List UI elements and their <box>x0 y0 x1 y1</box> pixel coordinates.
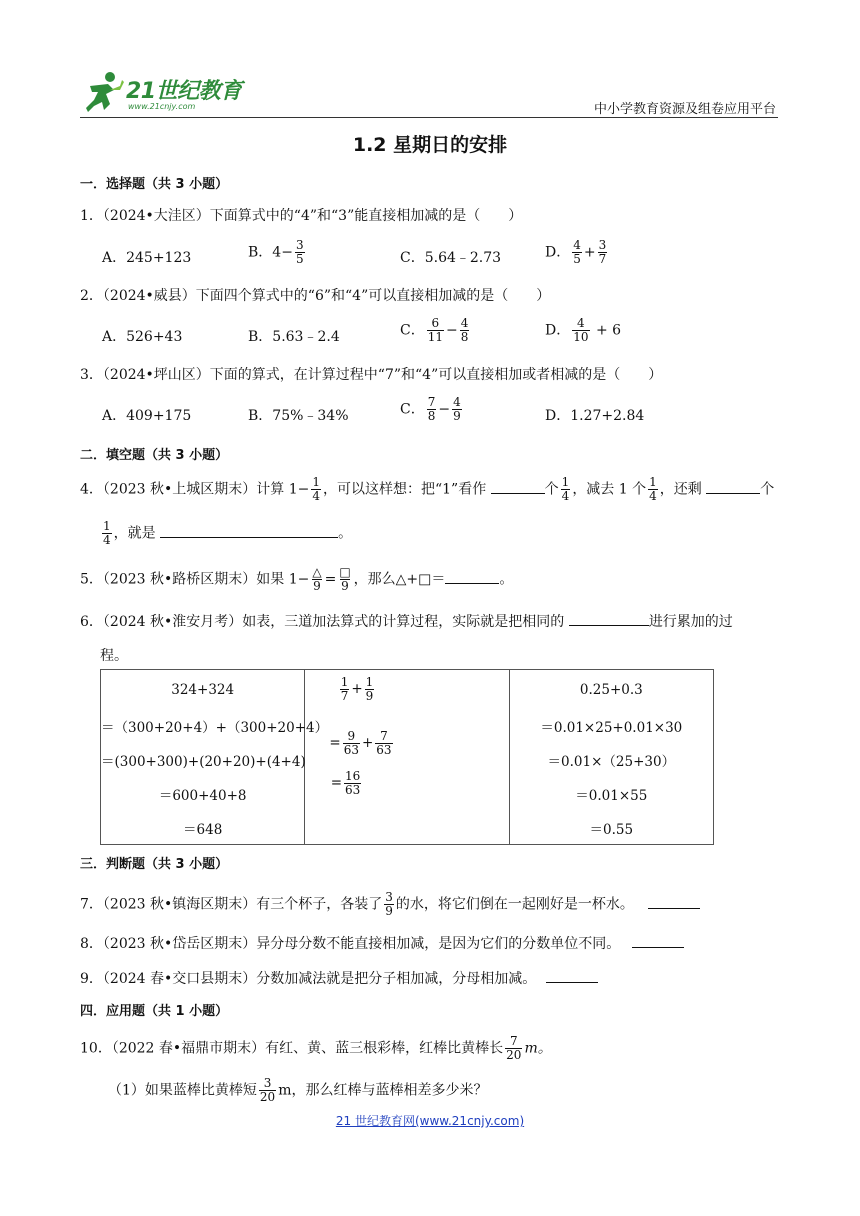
section-heading-application: 四．应用题（共 1 小题） <box>80 1004 229 1019</box>
q2-option-a: A．526+43 <box>102 329 183 345</box>
answer-blank[interactable] <box>546 968 598 983</box>
q3-option-b: B．75%﹣34% <box>248 408 349 424</box>
answer-blank[interactable] <box>445 569 499 584</box>
q1-option-a: A．245+123 <box>102 250 192 266</box>
question-1-stem: 1．（2024•大洼区）下面算式中的“4”和“3”能直接相加减的是（ ） <box>80 208 523 224</box>
q3-option-c: C． $\frac{7}{8}$ − $\frac{4}{9}$ <box>400 395 461 423</box>
q1-option-c: C．5.64﹣2.73 <box>400 250 502 266</box>
question-4-line-2: $\frac{1}{4}$ ，就是 。 <box>103 519 353 547</box>
fraction: $\frac{1}{4}$ <box>103 519 111 547</box>
fraction: $\frac{3}{7}$ <box>598 238 607 266</box>
calc-step: ＝0.01×（25+30） <box>547 754 676 770</box>
page-title: 1.2 星期日的安排 <box>352 134 508 156</box>
fraction: $\frac{1}{4}$ <box>561 475 570 503</box>
header-divider <box>80 117 778 118</box>
answer-blank[interactable] <box>569 611 649 626</box>
site-logo <box>80 70 250 118</box>
answer-blank[interactable] <box>648 894 700 909</box>
q3-option-d: D．1.27+2.84 <box>545 408 645 424</box>
calc-step: ＝0.01×25+0.01×30 <box>540 720 683 736</box>
calc-step: ＝0.55 <box>589 822 634 838</box>
question-7: 7．（2023 秋•镇海区期末）有三个杯子，各装了 $\frac{3}{9}$ 的水，将它们倒在一起刚好是一杯水。 <box>80 891 700 918</box>
fraction: $\frac{7}{8}$ <box>427 395 436 423</box>
question-10-part-1: （1）如果蓝棒比黄棒短 $\frac{3}{20}$ m，那么红棒与蓝棒相差多少米？ <box>108 1076 488 1104</box>
q2-option-c: C． $\frac{6}{11}$ − $\frac{4}{8}$ <box>400 316 469 344</box>
logo-url: www.21cnjy.com <box>128 102 196 111</box>
question-6-line-1: 6．（2024 秋•淮安月考）如表，三道加法算式的计算过程，实际就是把相同的 进行累加的过 <box>80 611 733 631</box>
calc-step: ＝（300+20+4）+（300+20+4） <box>101 720 329 736</box>
question-9: 9．（2024 春•交口县期末）分数加减法就是把分子相加减，分母相加减。 <box>80 968 598 988</box>
fraction: $\frac{3}{20}$ <box>259 1076 276 1104</box>
section-heading-judge: 三．判断题（共 3 小题） <box>80 857 229 872</box>
calculation-table <box>100 669 714 845</box>
calc-step: $\frac{1}{7}$ + $\frac{1}{9}$ <box>340 675 374 703</box>
fraction: $\frac{1}{4}$ <box>312 475 320 503</box>
platform-name: 中小学教育资源及组卷应用平台 <box>593 102 776 117</box>
section-heading-fill: 二．填空题（共 3 小题） <box>80 448 229 463</box>
table-cell-fraction <box>305 670 508 844</box>
fraction: $\frac{3}{5}$ <box>295 238 304 266</box>
calc-step: = $\frac{9}{63}$ + $\frac{7}{63}$ <box>329 729 392 757</box>
question-5: 5．（2023 秋•路桥区期末）如果 1− $\frac{\triangle}{9}$ = $\frac{□}{9}$ ，那么△+□＝ 。 <box>80 565 514 593</box>
question-3-stem: 3．（2024•坪山区）下面的算式，在计算过程中“7”和“4”可以直接相加或者相减的是（ ） <box>80 367 663 383</box>
fraction: $\frac{6}{11}$ <box>427 316 443 344</box>
fraction: $\frac{4}{8}$ <box>460 316 469 344</box>
section-heading-choice: 一．选择题（共 3 小题） <box>80 177 229 192</box>
calc-step: ＝(300+300)+(20+20)+(4+4) <box>101 754 306 770</box>
calc-step: ＝0.01×55 <box>575 788 648 804</box>
fraction: $\frac{4}{9}$ <box>453 395 461 423</box>
fraction: $\frac{3}{9}$ <box>385 890 393 918</box>
fraction: $\frac{4}{5}$ <box>573 238 581 266</box>
calc-step: = $\frac{16}{63}$ <box>330 769 361 797</box>
logo-text: 21世纪教育 <box>126 79 242 104</box>
q2-option-d: D． $\frac{4}{10}$ + 6 <box>545 316 622 344</box>
question-6-line-2: 程。 <box>100 648 128 664</box>
q1-option-d: D． $\frac{4}{5}$ + $\frac{3}{7}$ <box>545 238 607 266</box>
fraction: $\frac{\triangle}{9}$ <box>312 565 322 593</box>
answer-blank[interactable] <box>160 523 338 538</box>
calc-step: ＝648 <box>183 822 223 838</box>
answer-blank[interactable] <box>632 933 684 948</box>
question-4-line-1: 4．（2023 秋•上城区期末）计算 1− $\frac{1}{4}$ ，可以这样想：把“1”看作 个 $\frac{1}{4}$ ，减去 1 个 $\frac{1}{4}$ ，还剩 个 <box>80 475 775 503</box>
fraction: $\frac{7}{20}$ <box>506 1034 522 1062</box>
fraction: $\frac{□}{9}$ <box>339 565 351 593</box>
answer-blank[interactable] <box>491 479 545 494</box>
q3-option-a: A．409+175 <box>102 408 192 424</box>
q2-option-b: B．5.63﹣2.4 <box>248 329 340 345</box>
calc-step: ＝600+40+8 <box>158 788 247 804</box>
footer-link[interactable]: 21 世纪教育网(www.21cnjy.com) <box>335 1114 525 1128</box>
fraction: $\frac{4}{10}$ <box>573 316 589 344</box>
running-man-icon <box>80 70 124 114</box>
question-8: 8．（2023 秋•岱岳区期末）异分母分数不能直接相加减，是因为它们的分数单位不同。 <box>80 933 684 953</box>
q1-option-b: B．4− $\frac{3}{5}$ <box>248 238 304 266</box>
table-cell-decimal <box>510 670 713 844</box>
fraction: $\frac{1}{4}$ <box>649 475 657 503</box>
calc-step: 324+324 <box>171 682 235 698</box>
question-10: 10．（2022 春•福鼎市期末）有红、黄、蓝三根彩棒，红棒比黄棒长 $\frac{7}{20}$ m。 <box>80 1034 552 1062</box>
answer-blank[interactable] <box>706 479 760 494</box>
question-2-stem: 2．（2024•威县）下面四个算式中的“6”和“4”可以直接相加减的是（ ） <box>80 288 551 304</box>
calc-step: 0.25+0.3 <box>579 682 643 698</box>
